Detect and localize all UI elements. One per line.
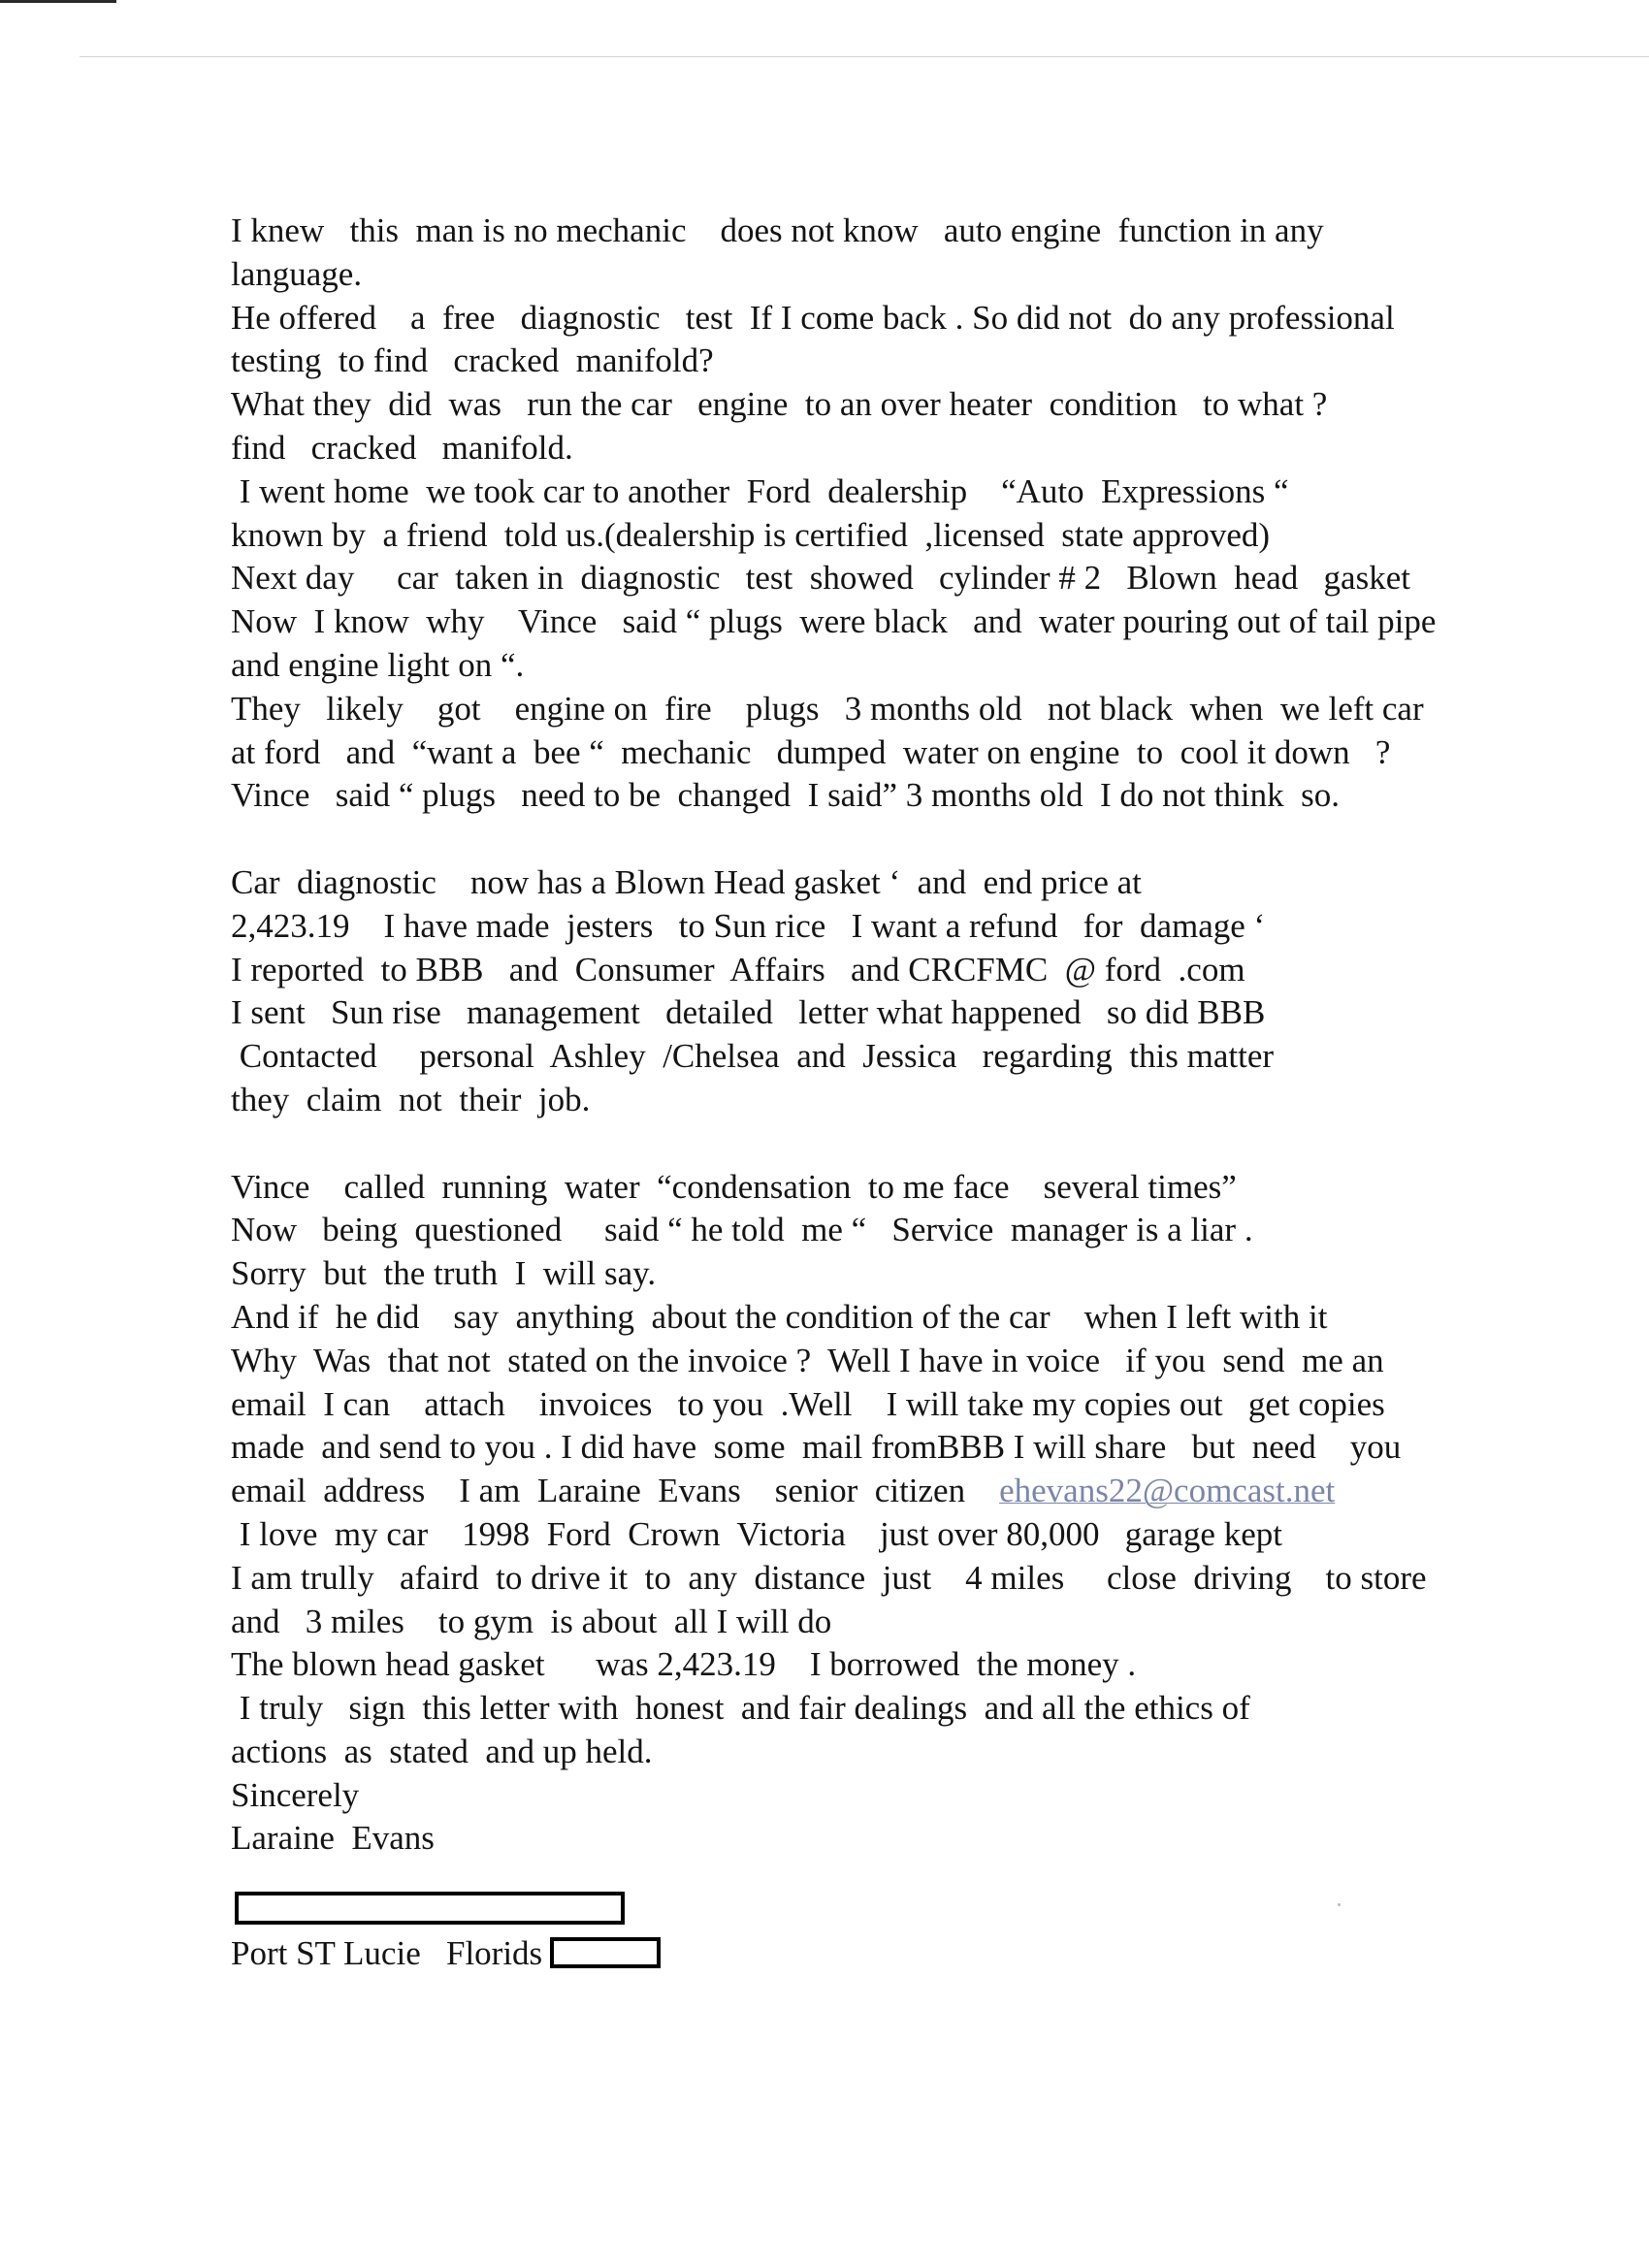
text-line: Vince called running water “condensation to me face several times” [231,1167,1237,1206]
signature-name: Laraine Evans [231,1819,435,1858]
city-state-text: Port ST Lucie Florids [231,1934,543,1973]
text-line: I went home we took car to another Ford dealership “Auto Expressions “ [231,471,1289,510]
text-line: He offered a free diagnostic test If I come back . So did not do any professional [231,298,1395,337]
paragraph-3 [231,1166,1608,1862]
text-line: actions as stated and up held. [231,1732,653,1770]
text-line: known by a friend told us.(dealership is certified ,licensed state approved) [231,515,1271,554]
redaction-box-address [235,1892,625,1925]
text-line: made and send to you . I did have some mail fromBBB I will share but need you [231,1428,1402,1467]
paragraph-gap [231,1122,1608,1166]
paragraph-gap [231,818,1608,861]
letter-body [231,210,1608,1976]
text-line: email I can attach invoices to you .Well I will take my copies out get copies [231,1384,1385,1423]
text-line: language. [231,254,363,293]
text-line: I truly sign this letter with honest and fair dealings and all the ethics of [231,1689,1250,1728]
text-line: The blown head gasket was 2,423.19 I borrowed the money . [231,1645,1137,1684]
text-line: Contacted personal Ashley /Chelsea and Jessica regarding this matter [231,1037,1275,1076]
text-line: Vince said “ plugs need to be changed I said” 3 months old I do not think so. [231,776,1340,815]
email-address-line [231,1470,1608,1513]
text-line: Next day car taken in diagnostic test showed cylinder # 2 Blown head gasket [231,559,1410,598]
text-line: and engine light on “. [231,645,525,684]
scan-speck [1338,1903,1341,1906]
text-line: Now I know why Vince said “ plugs were black and water pouring out of tail pipe [231,602,1437,641]
text-line: Sorry but the truth I will say. [231,1254,657,1293]
text-line: Now being questioned said “ he told me “ Service manager is a liar . [231,1211,1253,1249]
paragraph-2 [231,861,1608,1122]
text-line: I reported to BBB and Consumer Affairs and CRCFMC @ ford .com [231,950,1245,988]
email-line-prefix: email address I am Laraine Evans senior citizen [231,1472,1000,1510]
text-line: 2,423.19 I have made jesters to Sun rice I want a refund for damage ‘ [231,906,1266,945]
text-line: I knew this man is no mechanic does not know auto engine function in any [231,211,1324,249]
redacted-address-row [231,1886,1608,1925]
text-line: They likely got engine on fire plugs 3 months old not black when we left car [231,689,1424,728]
text-line: What they did was run the car engine to an over heater condition to what ? [231,385,1328,424]
text-line: Car diagnostic now has a Blown Head gasket ‘ and end price at [231,862,1142,901]
text-line: at ford and “want a bee “ mechanic dumped water on engine to cool it down ? [231,732,1391,771]
text-line: and 3 miles to gym is about all I will do [231,1602,832,1640]
paragraph-1 [231,210,1608,818]
scan-rule-line [80,56,1649,57]
scan-edge-mark [0,0,116,3]
text-line: I am trully afaird to drive it to any distance just 4 miles close driving to store [231,1558,1427,1597]
city-line-row [231,1932,1608,1976]
text-line: Why Was that not stated on the invoice ? Well I have in voice if you send me an [231,1341,1384,1379]
redaction-box-zip [550,1937,661,1968]
text-line: they claim not their job. [231,1080,591,1118]
signoff-space [231,1861,1608,1886]
text-line: I sent Sun rise management detailed letter what happened so did BBB [231,993,1266,1032]
closing: Sincerely [231,1775,360,1814]
email-link[interactable]: ehevans22@comcast.net [999,1472,1336,1510]
text-line: find cracked manifold. [231,428,573,467]
text-line: And if he did say anything about the condition of the car when I left with it [231,1297,1328,1336]
text-line: testing to find cracked manifold? [231,341,714,380]
text-line: I love my car 1998 Ford Crown Victoria just over 80,000 garage kept [231,1514,1282,1553]
